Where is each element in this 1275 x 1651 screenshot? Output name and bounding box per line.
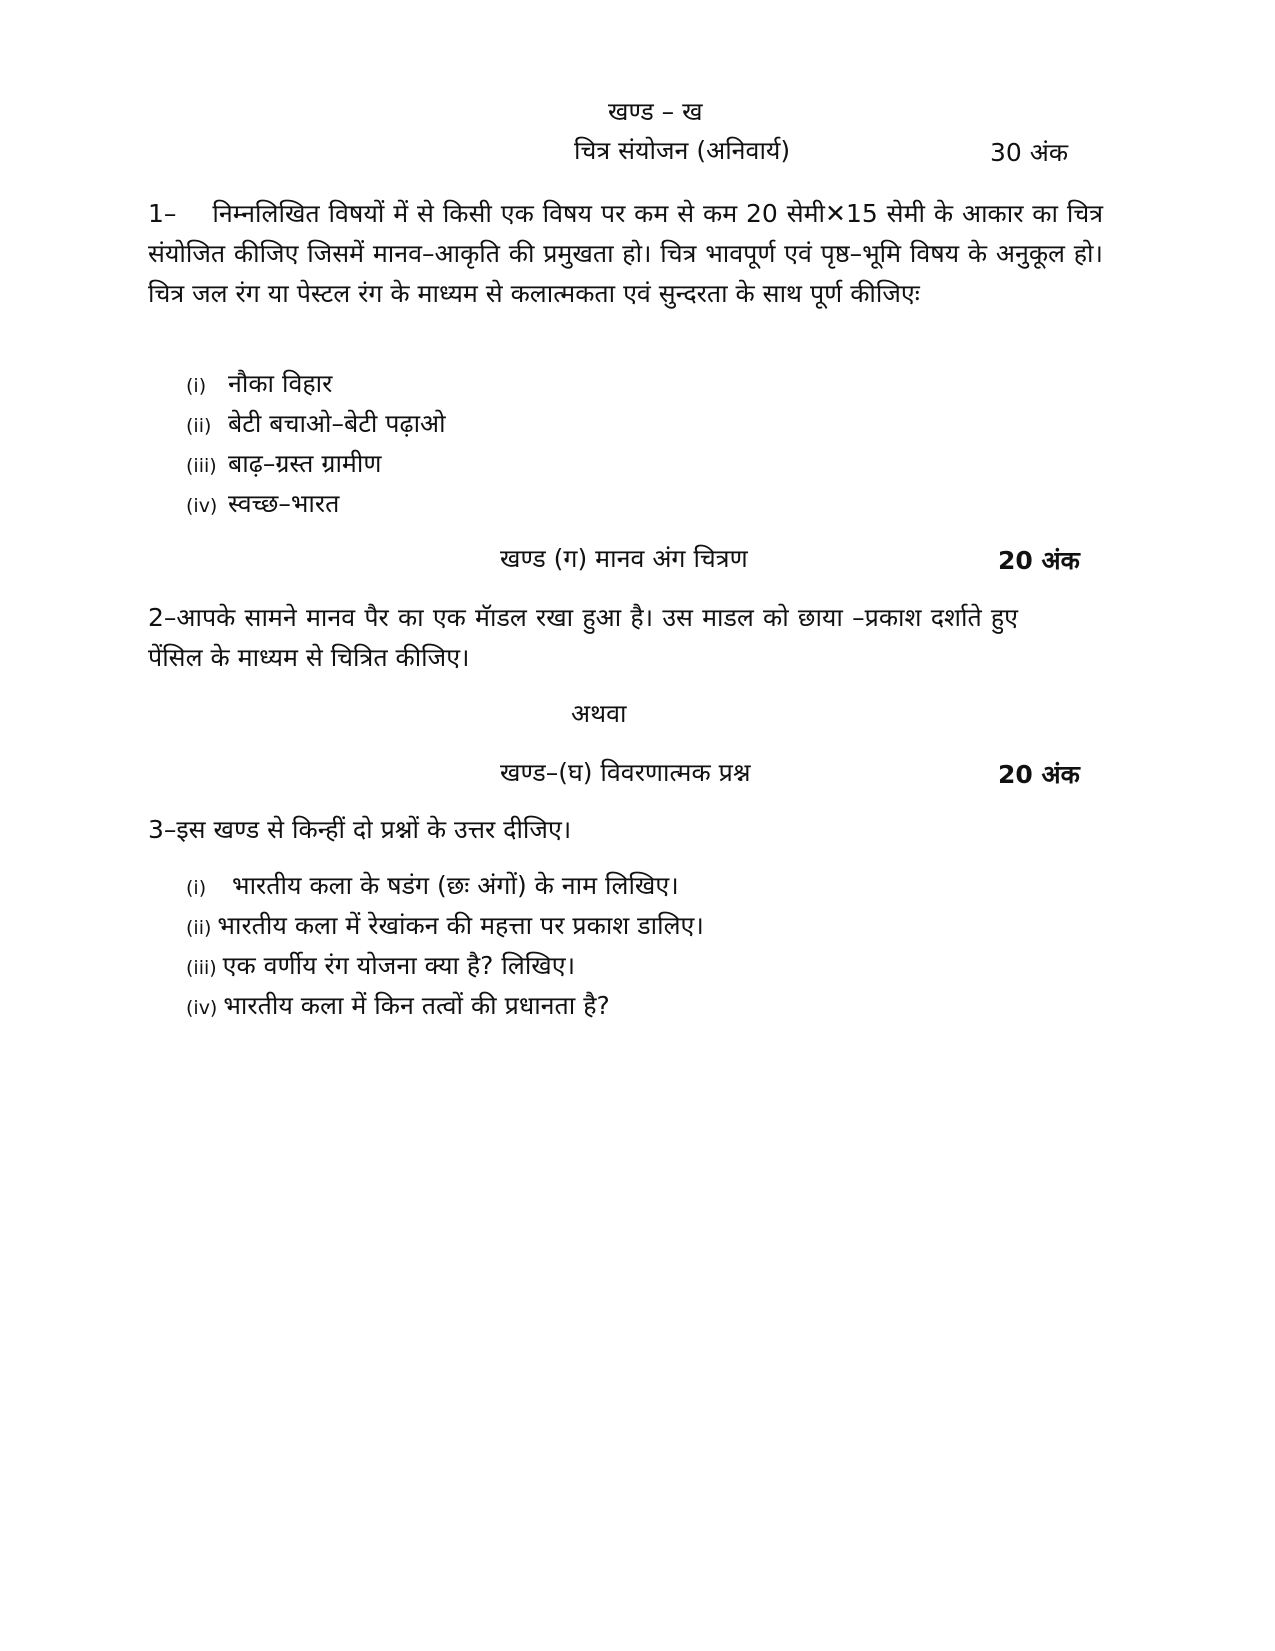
question-3: 3–इस खण्ड से किन्हीं दो प्रश्नों के उत्तर दीजिए।: [148, 815, 572, 844]
option-text: स्वच्छ–भारत: [228, 489, 340, 518]
option-text: एक वर्णीय रंग योजना क्या है? लिखिए।: [222, 951, 576, 980]
list-item: [186, 906, 704, 946]
or-text: अथवा: [571, 699, 627, 728]
option-text: बाढ़–ग्रस्त ग्रामीण: [228, 449, 382, 478]
list-item: [186, 404, 446, 444]
question-3-options: [186, 866, 704, 1026]
option-number: (iii): [186, 957, 217, 979]
question-1-text: निम्नलिखित विषयों में से किसी एक विषय पर कम से कम 20 सेमी✕15 सेमी के आकार का चित्र संयोजित कीजिए जिसमें मानव–आकृति की प्रमुखता हो। चित्र भावपूर्ण एवं पृष्ठ–भूमि विषय के अनुकूल हो। चित्र जल रंग या पेस्टल रंग के माध्यम से कलात्मकता एवं सुन्दरता के साथ पूर्ण कीजिएः: [148, 199, 1103, 308]
option-number: (i): [186, 877, 207, 899]
section-b-title: चित्र संयोजन (अनिवार्य): [574, 136, 791, 165]
section-d-title: खण्ड–(घ) विवरणात्मक प्रश्न: [500, 758, 751, 787]
list-item: [186, 946, 704, 986]
option-number: (i): [186, 375, 207, 397]
list-item: [186, 364, 446, 404]
list-item: [186, 986, 704, 1026]
option-number: (iii): [186, 455, 217, 477]
list-item: [186, 484, 446, 524]
section-b-marks: 30 अंक: [990, 138, 1069, 167]
option-text: नौका विहार: [228, 369, 333, 398]
option-number: (iv): [186, 997, 218, 1019]
section-d-marks: 20 अंक: [998, 760, 1080, 789]
question-2: 2–आपके सामने मानव पैर का एक मॅाडल रखा हुआ है। उस माडल को छाया –प्रकाश दर्शाते हुए पेंसिल के माध्यम से चित्रित कीजिए।: [148, 603, 1018, 672]
list-item: [186, 866, 704, 906]
option-number: (iv): [186, 495, 218, 517]
section-c-title: खण्ड (ग) मानव अंग चित्रण: [500, 544, 748, 573]
question-1-number: 1–: [148, 199, 177, 228]
question-1-options: [186, 364, 446, 524]
option-text: भारतीय कला में किन तत्वों की प्रधानता है?: [223, 991, 610, 1020]
option-text: बेटी बचाओ–बेटी पढ़ाओ: [228, 409, 446, 438]
option-text: भारतीय कला के षडंग (छः अंगों) के नाम लिखिए।: [232, 871, 679, 900]
option-number: (ii): [186, 415, 212, 437]
question-1: [148, 194, 1103, 314]
section-b-heading: खण्ड – ख: [608, 97, 703, 126]
list-item: [186, 444, 446, 484]
option-text: भारतीय कला में रेखांकन की महत्ता पर प्रकाश डालिए।: [217, 911, 704, 940]
option-number: (ii): [186, 917, 212, 939]
section-c-marks: 20 अंक: [998, 546, 1080, 575]
